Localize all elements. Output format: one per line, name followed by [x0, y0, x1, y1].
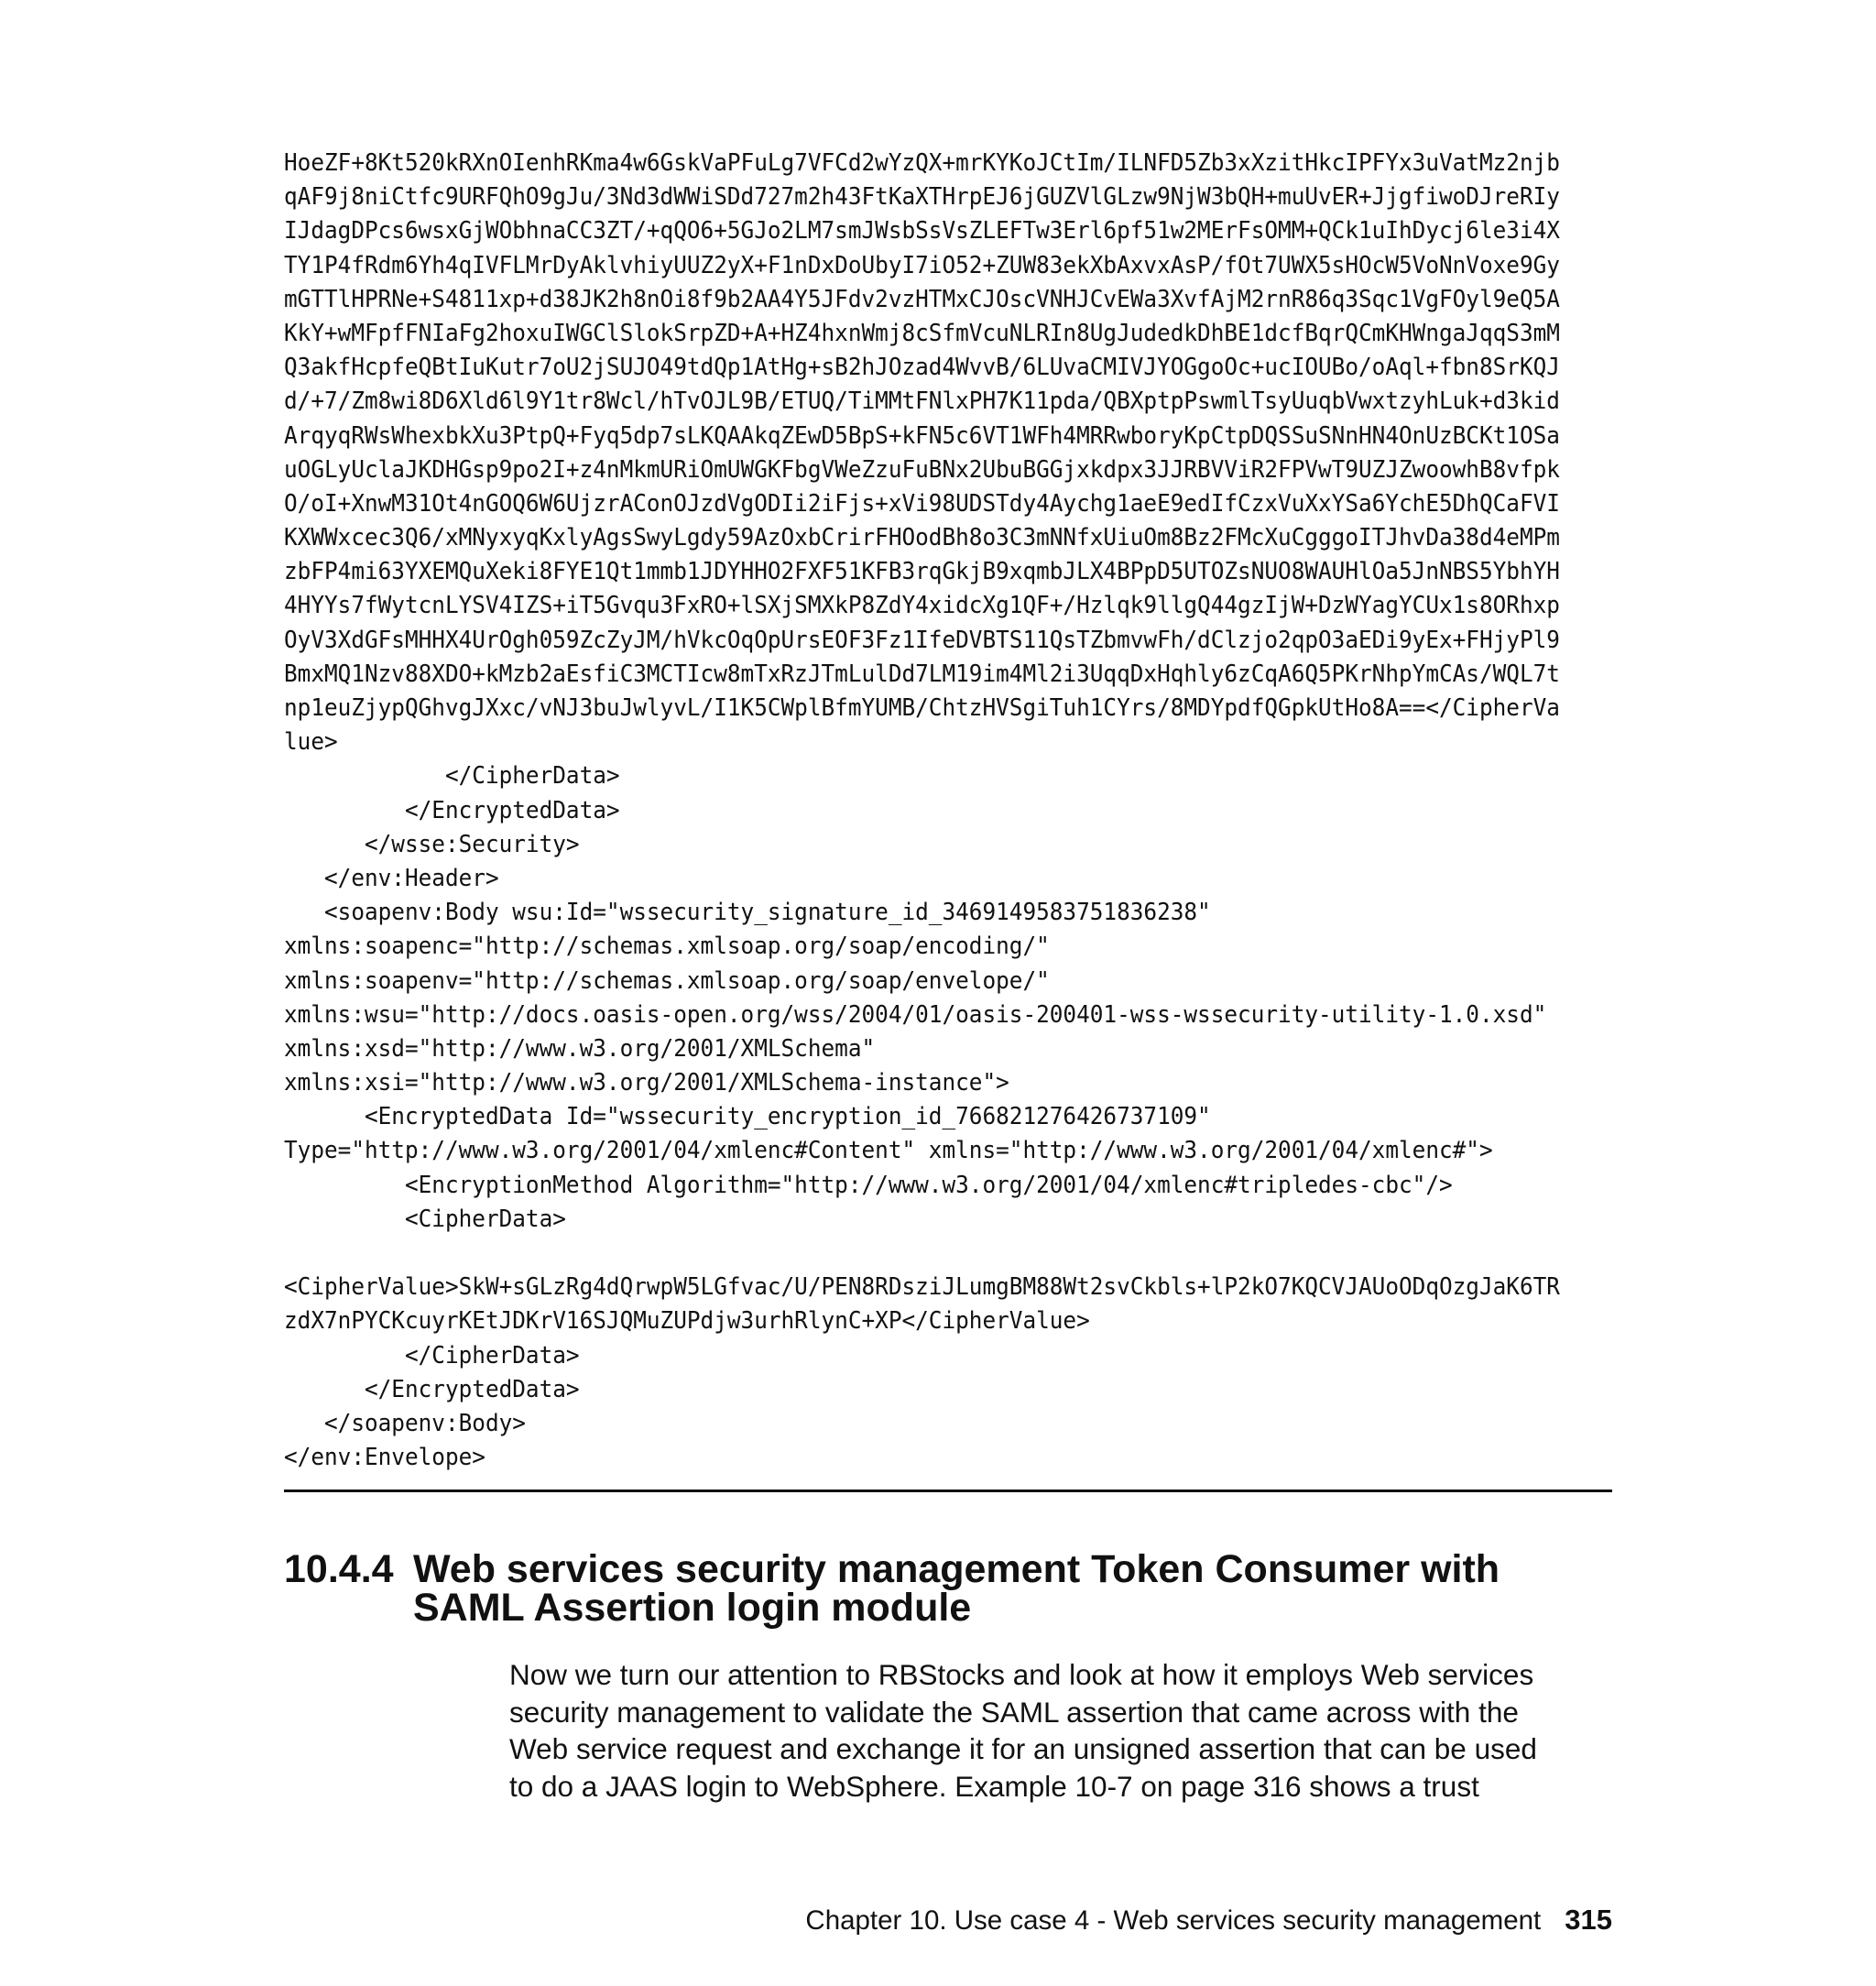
- code-line: BmxMQ1Nzv88XDO+kMzb2aEsfiC3MCTIcw8mTxRzJTmLulDd7LM19im4Ml2i3UqqDxHqhly6zCqA6Q5PKrNhpYmCAs/WQL7t: [284, 660, 1560, 688]
- paragraph-line: Now we turn our attention to RBStocks and look at how it employs Web services: [509, 1658, 1534, 1691]
- footer-chapter-title: Chapter 10. Use case 4 - Web services security management: [805, 1905, 1542, 1936]
- body-paragraph: [509, 1656, 1612, 1805]
- section-title-line-1: Web services security management Token Consumer with: [413, 1547, 1500, 1591]
- code-line: xmlns:soapenc="http://schemas.xmlsoap.org/soap/encoding/": [284, 933, 1050, 961]
- code-line: </env:Header>: [284, 864, 499, 892]
- code-line: </CipherData>: [284, 1341, 580, 1369]
- code-line: HoeZF+8Kt520kRXnOIenhRKma4w6GskVaPFuLg7VFCd2wYzQX+mrKYKoJCtIm/ILNFD5Zb3xXzitHkcIPFYx3uVatMz2njb: [284, 149, 1560, 177]
- code-line: xmlns:wsu="http://docs.oasis-open.org/wss/2004/01/oasis-200401-wss-wssecurity-utility-1.0.xsd": [284, 1000, 1547, 1029]
- code-line: zdX7nPYCKcuyrKEtJDKrV16SJQMuZUPdjw3urhRlynC+XP</CipherValue>: [284, 1307, 1090, 1336]
- page-footer: [641, 1904, 1612, 1937]
- code-line: O/oI+XnwM31Ot4nGOQ6W6UjzrAConOJzdVgODIi2iFjs+xVi98UDSTdy4Aychg1aeE9edIfCzxVuXxYSa6YchE5DhQCaFVI: [284, 489, 1560, 518]
- code-line: </env:Envelope>: [284, 1444, 485, 1472]
- section-heading-line-1: [284, 1547, 1612, 1591]
- code-line: [284, 1237, 1520, 1271]
- code-line: d/+7/Zm8wi8D6Xld6l9Y1tr8Wcl/hTvOJL9B/ETUQ/TiMMtFNlxPH7K11pda/QBXptpPswmlTsyUuqbVwxtzyhLuk+d3kid: [284, 387, 1560, 416]
- code-line: 4HYYs7fWytcnLYSV4IZS+iT5Gvqu3FxRO+lSXjSMXkP8ZdY4xidcXg1QF+/Hzlqk9llgQ44gzIjW+DzWYagYCUx1s8ORhxp: [284, 592, 1560, 620]
- page-number: 315: [1565, 1904, 1612, 1936]
- code-listing-bottom-rule: [284, 1490, 1612, 1492]
- code-line: qAF9j8niCtfc9URFQhO9gJu/3Nd3dWWiSDd727m2h43FtKaXTHrpEJ6jGUZVlGLzw9NjW3bQH+muUvER+JjgfiwoDJreRIy: [284, 183, 1560, 212]
- code-line: mGTTlHPRNe+S4811xp+d38JK2h8nOi8f9b2AA4Y5JFdv2vzHTMxCJOscVNHJCvEWa3XvfAjM2rnR86q3Sqc1VgFOyl9eQ5A: [284, 285, 1560, 313]
- code-line: </EncryptedData>: [284, 796, 620, 824]
- code-line: xmlns:soapenv="http://schemas.xmlsoap.org/soap/envelope/": [284, 966, 1050, 995]
- paragraph-line: to do a JAAS login to WebSphere. Example 10-7 on page 316 shows a trust: [509, 1769, 1479, 1803]
- code-line: IJdagDPcs6wsxGjWObhnaCC3ZT/+qQO6+5GJo2LM7smJWsbSsVsZLEFTw3Erl6pf51w2MErFsOMM+QCk1uIhDycj6le3i4X: [284, 217, 1560, 246]
- paragraph-line: Web service request and exchange it for an unsigned assertion that can be used: [509, 1732, 1537, 1765]
- code-line: TY1P4fRdm6Yh4qIVFLMrDyAklvhiyUUZ2yX+F1nDxDoUbyI7iO52+ZUW83ekXbAxvxAsP/fOt7UWX5sHOcW5VoNnVoxe9Gy: [284, 251, 1560, 279]
- code-listing: [284, 147, 1560, 1475]
- section-number: 10.4.4: [284, 1547, 394, 1591]
- code-line: <EncryptedData Id="wssecurity_encryption_id_766821276426737109": [284, 1103, 1211, 1131]
- code-line: np1euZjypQGhvgJXxc/vNJ3buJwlyvL/I1K5CWplBfmYUMB/ChtzHVSgiTuh1CYrs/8MDYpdfQGpkUtHo8A==</CipherVa: [284, 694, 1560, 722]
- code-line: xmlns:xsi="http://www.w3.org/2001/XMLSchema-instance">: [284, 1069, 1009, 1097]
- section-heading: [284, 1547, 1612, 1630]
- code-line: uOGLyUclaJKDHGsp9po2I+z4nMkmURiOmUWGKFbgVWeZzuFuBNx2UbuBGGjxkdpx3JJRBVViR2FPVwT9UZJZwoowhB8vfpk: [284, 455, 1560, 484]
- code-line: </EncryptedData>: [284, 1375, 580, 1403]
- section-title-line-2: SAML Assertion login module: [413, 1586, 972, 1630]
- code-line: Type="http://www.w3.org/2001/04/xmlenc#Content" xmlns="http://www.w3.org/2001/04/xmlenc#">: [284, 1137, 1493, 1165]
- code-line: <soapenv:Body wsu:Id="wssecurity_signature_id_3469149583751836238": [284, 899, 1211, 927]
- code-line: xmlns:xsd="http://www.w3.org/2001/XMLSchema": [284, 1034, 876, 1063]
- code-line: lue>: [284, 728, 338, 757]
- code-line: <EncryptionMethod Algorithm="http://www.w3.org/2001/04/xmlenc#tripledes-cbc"/>: [284, 1171, 1453, 1199]
- code-line: <CipherData>: [284, 1205, 566, 1233]
- paragraph-line: security management to validate the SAML assertion that came across with the: [509, 1695, 1519, 1729]
- code-line: OyV3XdGFsMHHX4UrOgh059ZcZyJM/hVkcOqOpUrsEOF3Fz1IfeDVBTS11QsTZbmvwFh/dClzjo2qpO3aEDi9yEx+FHjyPl9: [284, 626, 1560, 654]
- code-line: </CipherData>: [284, 762, 620, 791]
- code-line: KkY+wMFpfFNIaFg2hoxuIWGClSlokSrpZD+A+HZ4hxnWmj8cSfmVcuNLRIn8UgJudedkDhBE1dcfBqrQCmKHWngaJqqS3mM: [284, 319, 1560, 347]
- code-line: Q3akfHcpfeQBtIuKutr7oU2jSUJO49tdQp1AtHg+sB2hJOzad4WvvB/6LUvaCMIVJYOGgoOc+ucIOUBo/oAql+fbn8SrKQJ: [284, 354, 1560, 382]
- code-line: </soapenv:Body>: [284, 1409, 526, 1437]
- code-line: ArqyqRWsWhexbkXu3PtpQ+Fyq5dp7sLKQAAkqZEwD5BpS+kFN5c6VT1WFh4MRRwboryKpCtpDQSSuSNnHN4OnUzBCKt1OSa: [284, 421, 1560, 450]
- code-line: KXWWxcec3Q6/xMNyxyqKxlyAgsSwyLgdy59AzOxbCrirFHOodBh8o3C3mNNfxUiuOm8Bz2FMcXuCgggoITJhvDa38d4eMPm: [284, 524, 1560, 552]
- code-line: </wsse:Security>: [284, 830, 580, 858]
- code-line: <CipherValue>SkW+sGLzRg4dQrwpW5LGfvac/U/PEN8RDsziJLumgBM88Wt2svCkbls+lP2kO7KQCVJAUoODqOzgJaK6TR: [284, 1273, 1560, 1302]
- code-line: zbFP4mi63YXEMQuXeki8FYE1Qt1mmb1JDYHHO2FXF51KFB3rqGkjB9xqmbJLX4BPpD5UTOZsNUO8WAUHlOa5JnNBS5YbhYH: [284, 558, 1560, 586]
